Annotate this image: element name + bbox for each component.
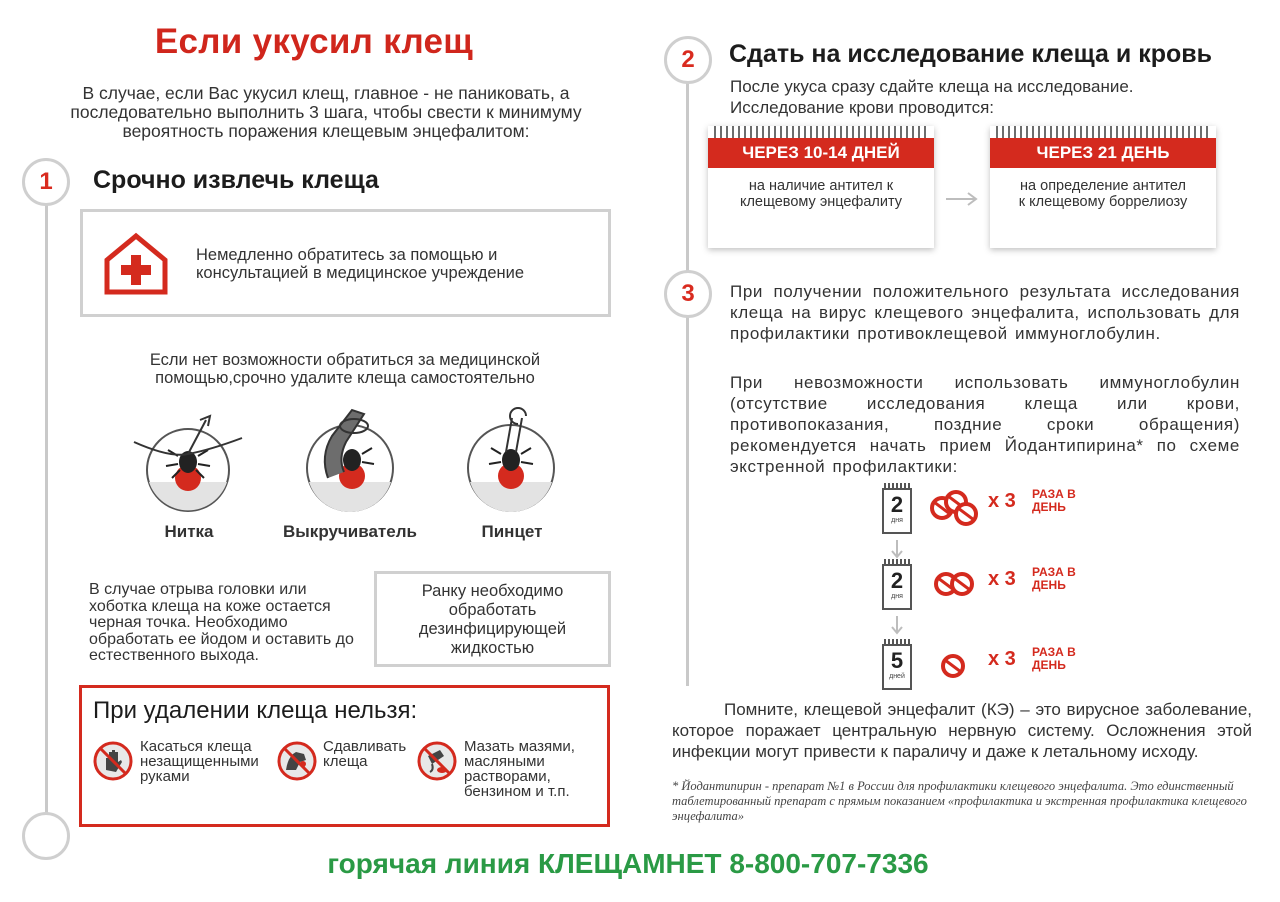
calendar-10-14-days [708,126,934,248]
hand-no-icon [92,740,134,782]
reminder-text: Помните, клещевой энцефалит (КЭ) – это вирусное заболевание, которое поражает центральную нервную систему. Осложнения этой инфекции могут привести к параличу и даже к летальному исходу. [672,700,1252,761]
forbidden-title: При удалении клеща нельзя: [93,697,418,724]
days-pad [882,564,912,610]
dose-label: РАЗА В ДЕНЬ [1032,487,1076,514]
thread-method-icon [130,412,250,512]
footnote: * Йодантипирин - препарат №1 в России для профилактики клещевого энцефалита. Это единственный таблетированный препарат с прямым показанием «профилактика и экстренная профилактика клещевого энцефалита» [672,779,1247,823]
forbidden-box [79,685,610,827]
medical-text: Немедленно обратитесь за помощью и консультацией в медицинское учреждение [196,246,525,282]
dose-row-1 [882,486,1082,538]
days-unit: дня [891,517,903,524]
tablets-1-icon [938,648,968,684]
arrow-down-icon [889,538,905,560]
step-1-title: Срочно извлечь клеща [93,166,379,194]
arrow-down-icon [889,614,905,636]
forbidden-item-2: Сдавливать клеща [323,738,407,770]
step-2-title: Сдать на исследование клеща и кровь [729,40,1212,68]
tablets-3-icon [928,488,984,528]
step-2-text-2: Исследование крови проводится: [730,98,995,117]
ointment-no-icon [416,740,458,782]
tablets-2-icon [932,566,978,602]
hotline: горячая линия КЛЕЩАМНЕТ 8-800-707-7336 [327,848,929,879]
step-3-paragraph-1: При получении положительного результата исследования клеща на вирус клещевого энцефалита, использовать для профилактики противоклещевой иммуноглобулин. [730,282,1240,343]
days-number: 5 [890,648,904,673]
days-unit: дней [889,673,905,680]
forbidden-item-3: Мазать мазями, масляными растворами, бензином и т.п. [464,738,575,800]
calendar-rings [714,126,928,138]
dose-label: РАЗА В ДЕНЬ [1032,565,1076,592]
calendar-21-days [990,126,1216,248]
method-label-tweezers: Пинцет [481,522,543,541]
hospital-icon [101,230,171,296]
calendar-text: на определение антител к клещевому боррелиозу [1018,178,1188,210]
step-2-text-1: После укуса сразу сдайте клеща на исследование. [730,77,1134,96]
calendar-rings [996,126,1210,138]
days-number: 2 [890,568,904,593]
wound-note-box [374,571,611,667]
days-pad [882,488,912,534]
days-number: 2 [890,492,904,517]
method-label-thread: Нитка [164,522,214,541]
wound-note: Ранку необходимо обработать дезинфицирующей жидкостью [418,582,567,657]
medical-box [80,209,611,317]
page-title: Если укусил клещ [154,22,474,61]
step-1-circle: 1 [22,158,70,206]
days-pad [882,644,912,690]
step-2-circle: 2 [664,36,712,84]
dose-times: х 3 [988,568,1016,590]
timeline-right [686,80,689,686]
head-note: В случае отрыва головки или хоботка клеща на коже остается черная точка. Необходимо обработать ее йодом и оставить до естественного выхода. [89,581,354,664]
step-3-circle: 3 [664,270,712,318]
self-removal-text: Если нет возможности обратиться за медицинской помощью,срочно удалите клеща самостоятельно [149,351,541,387]
method-label-twister: Выкручиватель [283,522,417,541]
squeeze-no-icon [276,740,318,782]
dose-label: РАЗА В ДЕНЬ [1032,645,1076,672]
intro-text: В случае, если Вас укусил клещ, главное - не паниковать, а последовательно выполнить 3 шага, чтобы свести к минимуму вероятность поражения клещевым энцефалитом: [70,83,582,141]
tweezers-method-icon [456,402,566,512]
dose-times: х 3 [988,648,1016,670]
forbidden-item-1: Касаться клеща незащищенными руками [140,738,259,785]
dose-row-2 [882,562,1082,614]
twister-method-icon [292,402,412,512]
calendar-header: ЧЕРЕЗ 10-14 ДНЕЙ [708,138,934,168]
calendar-header: ЧЕРЕЗ 21 ДЕНЬ [990,138,1216,168]
calendar-text: на наличие антител к клещевому энцефалиту [739,178,903,210]
step-3-paragraph-2: При невозможности использовать иммуноглобулин (отсутствие исследования клеща или крови, противопоказания, поздние сроки обращения) рекомендуется начать прием Йодантипирина* по схеме экстренной профилактики: [730,373,1240,476]
timeline-left [45,205,48,815]
dose-row-3 [882,640,1082,692]
days-unit: дня [891,593,903,600]
arrow-right-icon [944,190,980,208]
dose-times: х 3 [988,490,1016,512]
